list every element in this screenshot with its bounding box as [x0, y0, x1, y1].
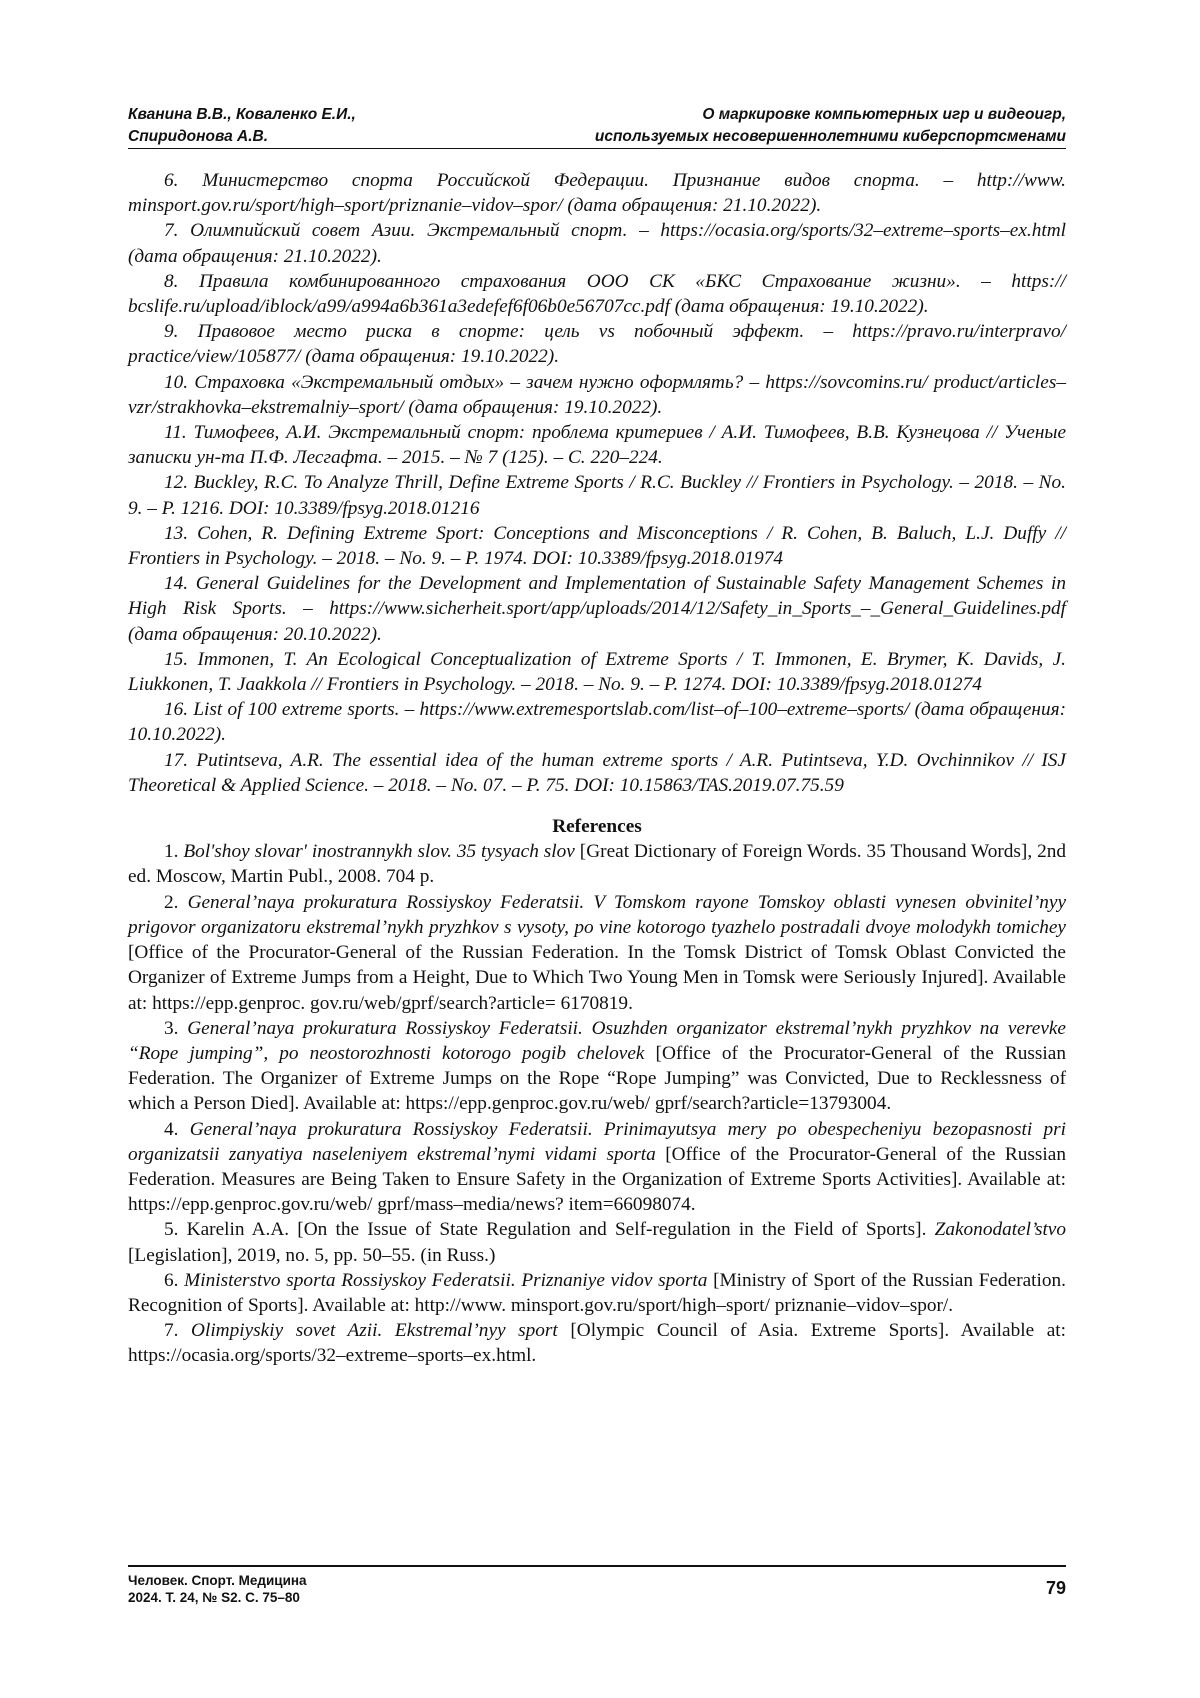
reference-item: 10. Страховка «Экстремальный отдых» – зачем нужно оформлять? – https://sovcomins.ru/ product/articles–vzr/strakhovka–ekstremalniy–sport/ (дата обращения: 19.10.2022).: [128, 370, 1066, 420]
ref-number: 3.: [164, 1018, 187, 1039]
page-number: 79: [1046, 1580, 1066, 1597]
ref-details: [Ministry of Sport of the Russian Federation. Recognition of Sports]. Available at: http://www. minsport.gov.ru/sport/high–sport/ priznanie–vidov–spor/.: [128, 1270, 1066, 1316]
reference-item: [128, 890, 1066, 1016]
english-reference-list: [128, 839, 1066, 1368]
ref-details: [Olympic Council of Asia. Extreme Sports]. Available at: https://ocasia.org/sports/32–extreme–sports–ex.html.: [128, 1320, 1066, 1366]
references-heading: References: [128, 814, 1066, 839]
reference-item: 11. Тимофеев, А.И. Экстремальный спорт: проблема критериев / А.И. Тимофеев, В.В. Кузнецова // Ученые записки ун-та П.Ф. Лесгафта. – 2015. – № 7 (125). – С. 220–224.: [128, 420, 1066, 470]
reference-item: 15. Immonen, T. An Ecological Conceptualization of Extreme Sports / T. Immonen, E. Brymer, K. Davids, J. Liukkonen, T. Jaakkola // Frontiers in Psychology. – 2018. – No. 9. – P. 1274. DOI: 10.3389/fpsyg.2018.01274: [128, 647, 1066, 697]
header-authors: [128, 104, 356, 148]
ref-italic-title: Olimpiyskiy sovet Azii. Ekstremal’nyy sport: [191, 1320, 558, 1341]
footer-issue: 2024. Т. 24, № S2. С. 75–80: [128, 1589, 1066, 1606]
reference-item: 8. Правила комбинированного страхования ООО СК «БКС Страхование жизни». – https:// bcslife.ru/upload/iblock/a99/a994a6b361a3edefef6f06b0e56707cc.pdf (дата обращения: 19.10.2022).: [128, 269, 1066, 319]
ref-number: 4.: [164, 1119, 190, 1140]
footer-divider: [128, 1565, 1066, 1567]
footer-journal: Человек. Спорт. Медицина: [128, 1572, 1066, 1589]
russian-reference-list: [128, 168, 1066, 798]
reference-item: 7. Олимпийский совет Азии. Экстремальный спорт. – https://ocasia.org/sports/32–extreme–sports–ex.html (дата обращения: 21.10.2022).: [128, 218, 1066, 268]
header-authors-line2: Спиридонова А.В.: [128, 126, 356, 148]
ref-italic-title: General’naya prokuratura Rossiyskoy Federatsii. Osuzhden organizator ekstremal’nykh pryzhkov na verevke “Rope jumping”, po neostorozhnosti kotorogo pogib chelovek: [128, 1018, 1066, 1064]
ref-details: [Legislation], 2019, no. 5, pp. 50–55. (in Russ.): [128, 1245, 495, 1266]
reference-item: 17. Putintseva, A.R. The essential idea of the human extreme sports / A.R. Putintseva, Y.D. Ovchinnikov // ISJ Theoretical & Applied Science. – 2018. – No. 07. – P. 75. DOI: 10.15863/TAS.2019.07.75.59: [128, 748, 1066, 798]
header-title-line2: используемых несовершеннолетними киберспортсменами: [595, 126, 1066, 148]
document-page: [128, 0, 1066, 1698]
ref-italic-title: Bol'shoy slovar' inostrannykh slov. 35 tysyach slov: [183, 841, 574, 862]
running-header: [128, 104, 1066, 148]
ref-italic-title: Ministerstvo sporta Rossiyskoy Federatsii. Priznaniye vidov sporta: [184, 1270, 707, 1291]
reference-item: [128, 839, 1066, 889]
reference-item: 9. Правовое место риска в спорте: цель vs побочный эффект. – https://pravo.ru/interpravo/ practice/view/105877/ (дата обращения: 19.10.2022).: [128, 319, 1066, 369]
reference-item: 16. List of 100 extreme sports. – https://www.extremesportslab.com/list–of–100–extreme–sports/ (дата обращения: 10.10.2022).: [128, 697, 1066, 747]
ref-number: 2.: [164, 892, 188, 913]
ref-number: 1.: [164, 841, 183, 862]
reference-item: [128, 1318, 1066, 1368]
reference-item: 13. Cohen, R. Defining Extreme Sport: Conceptions and Misconceptions / R. Cohen, B. Baluch, L.J. Duffy // Frontiers in Psychology. – 2018. – No. 9. – P. 1974. DOI: 10.3389/fpsyg.2018.01974: [128, 521, 1066, 571]
reference-item: [128, 1016, 1066, 1117]
ref-italic-title: General’naya prokuratura Rossiyskoy Federatsii. Prinimayutsya mery po obespecheniyu bezopasnosti pri organizatsii zanyatiya naseleniyem ekstremal’nymi vidami sporta: [128, 1119, 1066, 1165]
header-authors-line1: Кванина В.В., Коваленко Е.И.,: [128, 104, 356, 126]
header-divider: [128, 148, 1066, 149]
references-body: [128, 168, 1066, 1369]
reference-item: [128, 1217, 1066, 1267]
header-article-title: [595, 104, 1066, 148]
reference-item: 6. Министерство спорта Российской Федерации. Признание видов спорта. – http://www. minsport.gov.ru/sport/high–sport/priznanie–vidov–spor/ (дата обращения: 21.10.2022).: [128, 168, 1066, 218]
ref-details: [Office of the Procurator-General of the Russian Federation. In the Tomsk District of Tomsk Oblast Convicted the Organizer of Extreme Jumps from a Height, Due to Which Two Young Men in Tomsk were Seriously Injured]. Available at: https://epp.genproc. gov.ru/web/gprf/search?article= 6170819.: [128, 942, 1066, 1013]
ref-details: [Great Dictionary of Foreign Words. 35 Thousand Words], 2nd ed. Moscow, Martin Publ., 2008. 704 p.: [128, 841, 1066, 887]
running-footer: [128, 1572, 1066, 1606]
ref-number: 5. Karelin A.A. [On the Issue of State Regulation and Self-regulation in the Field of Sports].: [164, 1219, 935, 1240]
ref-number: 6.: [164, 1270, 184, 1291]
reference-item: 12. Buckley, R.C. To Analyze Thrill, Define Extreme Sports / R.C. Buckley // Frontiers in Psychology. – 2018. – No. 9. – P. 1216. DOI: 10.3389/fpsyg.2018.01216: [128, 470, 1066, 520]
ref-number: 7.: [164, 1320, 191, 1341]
ref-details: [Office of the Procurator-General of the Russian Federation. Measures are Being Taken to Ensure Safety in the Organization of Extreme Sports Activities]. Available at: https://epp.genproc.gov.ru/web/ gprf/mass–media/news? item=66098074.: [128, 1144, 1066, 1215]
reference-item: 14. General Guidelines for the Development and Implementation of Sustainable Safety Management Schemes in High Risk Sports. – https://www.sicherheit.sport/app/uploads/2014/12/Safety_in_Sports_–_General_Guidelines.pdf (дата обращения: 20.10.2022).: [128, 571, 1066, 647]
reference-item: [128, 1268, 1066, 1318]
ref-details: [Office of the Procurator-General of the Russian Federation. The Organizer of Extreme Jumps on the Rope “Rope Jumping” was Convicted, Due to Recklessness of which a Person Died]. Available at: https://epp.genproc.gov.ru/web/ gprf/search?article=13793004.: [128, 1043, 1066, 1114]
reference-item: [128, 1117, 1066, 1218]
ref-italic-title: General’naya prokuratura Rossiyskoy Federatsii. V Tomskom rayone Tomskoy oblasti vynesen obvinitel’nyy prigovor organizatoru ekstremal’nykh pryzhkov s vysoty, po vine kotorogo tyazhelo postradali dvoye molodykh tomichey: [128, 892, 1066, 938]
ref-italic-title: Zakonodatel’stvo: [935, 1219, 1066, 1240]
header-title-line1: О маркировке компьютерных игр и видеоигр,: [595, 104, 1066, 126]
